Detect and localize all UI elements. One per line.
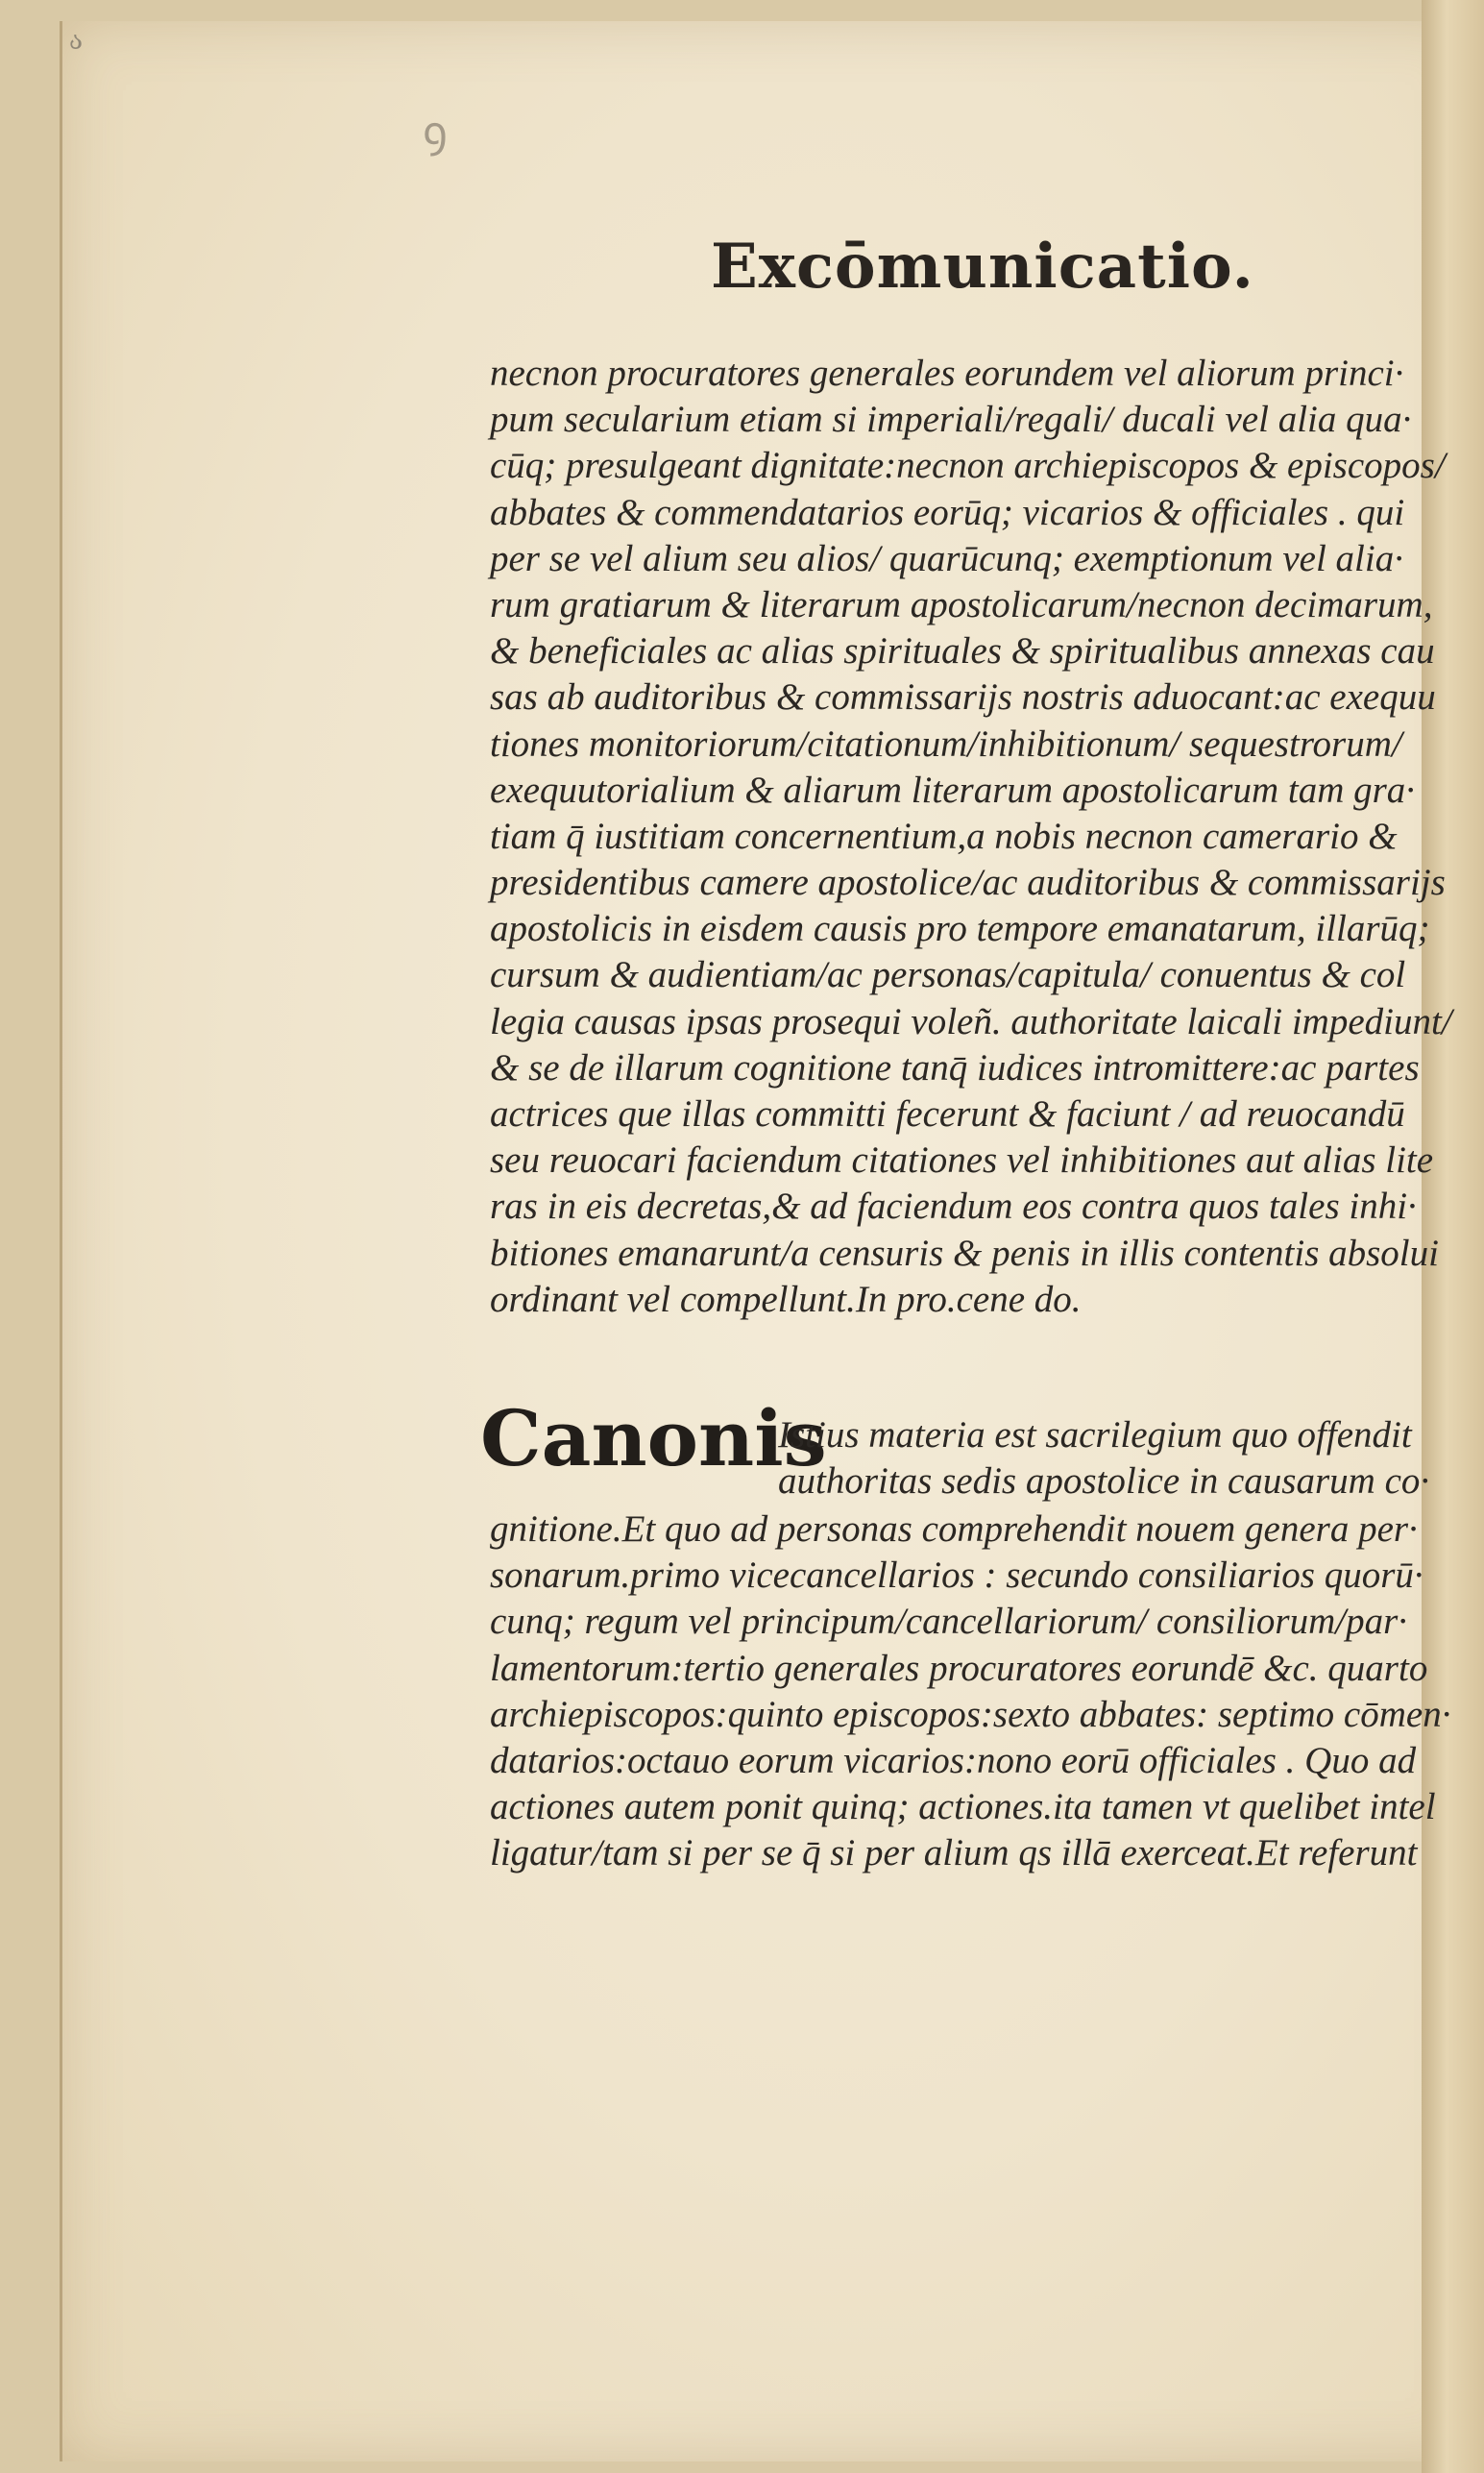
text-line: abbates & commendatarios eorūq; vicarios & officiales . qui [490, 491, 1405, 533]
text-line: datarios:octauo eorum vicarios:nono eorū officiales . Quo ad [490, 1739, 1417, 1781]
text-line: & beneficiales ac alias spirituales & spiritualibus annexas cau [490, 630, 1435, 673]
text-line: legia causas ipsas prosequi voleñ. authoritate laicali impediunt/ [490, 1000, 1452, 1042]
text-line: rum gratiarum & literarum apostolicarum/necnon decimarum, [490, 583, 1433, 625]
text-line: sas ab auditoribus & commissarijs nostris aduocant:ac exequu [490, 676, 1436, 719]
text-line: ras in eis decretas,& ad faciendum eos contra quos tales inhi· [490, 1186, 1417, 1228]
text-line: apostolicis in eisdem causis pro tempore emanatarum, illarūq; [490, 908, 1430, 950]
text-line: exequutorialium & aliarum literarum apostolicarum tam gra· [490, 769, 1416, 811]
text-line: authoritas sedis apostolice in causarum co· [778, 1460, 1430, 1503]
text-line: Istius materia est sacrilegium quo offendit [778, 1414, 1412, 1456]
text-line: seu reuocari faciendum citationes vel inhibitiones aut alias lite [490, 1139, 1434, 1182]
text-line: ordinant vel compellunt.In pro.cene do. [490, 1278, 1082, 1320]
text-line: cunq; regum vel principum/cancellariorum/ consiliorum/par· [490, 1601, 1408, 1643]
text-line: lamentorum:tertio generales procuratores eorundē &c. quarto [490, 1647, 1428, 1689]
text-line: gnitione.Et quo ad personas comprehendit nouem genera per· [490, 1508, 1418, 1550]
paragraph-excommunication [490, 351, 1470, 1323]
corner-mark: ა [69, 27, 84, 56]
paragraph-canon-head [778, 1412, 1479, 1505]
text-line: pum secularium etiam si imperiali/regali/ ducali vel alia qua· [490, 399, 1412, 441]
text-line: cursum & audientiam/ac personas/capitula/ conuentus & col [490, 954, 1406, 996]
text-line: necnon procuratores generales eorundem vel aliorum princi· [490, 353, 1404, 394]
text-line: archiepiscopos:quinto episcopos:sexto abbates: septimo cōmen· [490, 1693, 1451, 1735]
text-line: ligatur/tam si per se q̄ si per alium qs illā exerceat.Et referunt [490, 1832, 1418, 1874]
text-line: cūq; presulgeant dignitate:necnon archiepiscopos & episcopos/ [490, 445, 1446, 487]
text-line: tiones monitoriorum/citationum/inhibitionum/ sequestrorum/ [490, 722, 1402, 765]
text-line: per se vel alium seu alios/ quarūcunq; exemptionum vel alia· [490, 537, 1403, 579]
text-line: actiones autem ponit quinq; actiones.ita tamen vt quelibet intel [490, 1786, 1436, 1828]
page-title: Excōmunicatio. [711, 231, 1254, 303]
text-line: actrices que illas committi fecerunt & faciunt / ad reuocandū [490, 1093, 1405, 1135]
margin-mark: ꝯ [423, 108, 448, 157]
canon-heading: Canonis [480, 1393, 827, 1483]
text-line: bitiones emanarunt/a censuris & penis in illis contentis absolui [490, 1232, 1439, 1274]
text-line: & se de illarum cognitione tanq̄ iudices intromittere:ac partes [490, 1046, 1420, 1089]
text-line: tiam q̄ iustitiam concernentium,a nobis necnon camerario & [490, 815, 1398, 857]
text-line: sonarum.primo vicecancellarios : secundo consiliarios quorū· [490, 1555, 1423, 1597]
text-line: presidentibus camere apostolice/ac auditoribus & commissarijs [490, 862, 1446, 904]
paragraph-canon-body [490, 1506, 1470, 1877]
